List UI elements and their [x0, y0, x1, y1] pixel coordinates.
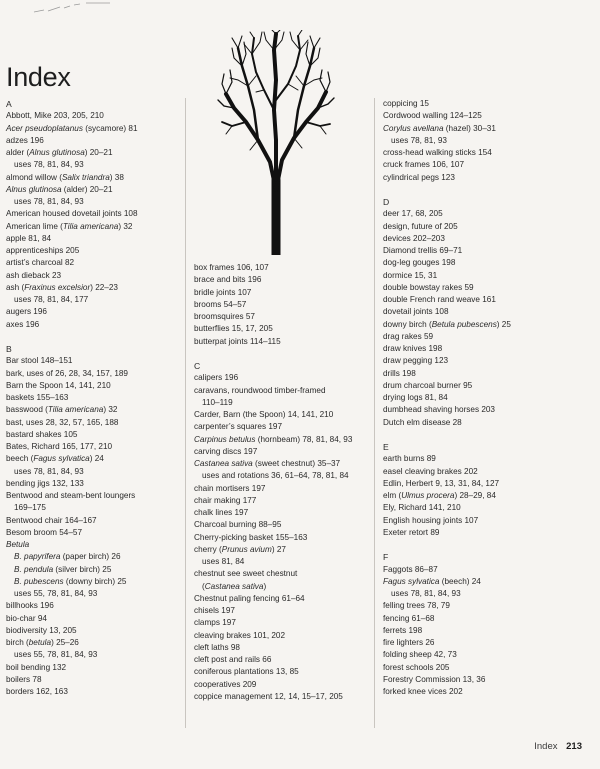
- index-entry: [383, 221, 511, 233]
- index-entry: [383, 662, 511, 674]
- entry-text: dog-leg gouges 198: [383, 258, 456, 268]
- entry-term-italic: Betula: [6, 540, 30, 549]
- entry-text: cross-head walking sticks 154: [383, 148, 492, 157]
- entry-text: 169–175: [14, 503, 46, 513]
- entry-text: American lime (: [6, 221, 63, 231]
- index-entry: [383, 625, 511, 637]
- entry-text: (sweet chestnut) 35–37: [252, 459, 341, 468]
- entry-text: uses 78, 81, 93: [391, 135, 447, 145]
- entry-term-italic: Betula pubescens: [431, 319, 497, 329]
- entry-text: Carder, Barn (the Spoon) 14, 141, 210: [194, 410, 334, 419]
- index-entry: [194, 299, 352, 311]
- index-entry: [6, 637, 138, 649]
- entry-text: drag rakes 59: [383, 331, 434, 341]
- index-entry: [383, 466, 511, 478]
- entry-text: ) 32: [118, 221, 133, 231]
- entry-text: Ely, Richard 141, 210: [383, 503, 461, 513]
- entry-term-italic: Fagus sylvatica: [383, 576, 440, 586]
- entry-term-italic: Salix triandra: [61, 172, 110, 182]
- pencil-scribble-mark: [30, 0, 120, 16]
- entry-text: ) 25–26: [51, 638, 79, 647]
- entry-text: chalk lines 197: [194, 508, 249, 517]
- index-entry: [6, 429, 138, 441]
- index-entry: [383, 123, 511, 135]
- entry-text: double bowstay rakes 59: [383, 282, 474, 292]
- index-entry: [194, 311, 352, 323]
- index-entry: [6, 208, 138, 220]
- entry-text: ) 20–21: [84, 148, 113, 157]
- entry-text: boilers 78: [6, 674, 42, 684]
- entry-text: forked knee vices 202: [383, 687, 463, 696]
- index-subentry: [6, 564, 138, 576]
- entry-text: apprenticeships 205: [6, 246, 80, 255]
- entry-text: uses 78, 81, 84, 93: [14, 160, 84, 170]
- entry-term-italic: Fraxinus excelsior: [24, 282, 91, 292]
- index-subentry: [6, 294, 138, 306]
- entry-text: carpenter’s squares 197: [194, 422, 282, 432]
- entry-text: butterpat joints 114–115: [194, 336, 281, 346]
- index-entry: [6, 355, 138, 367]
- entry-text: double French rand weave 161: [383, 295, 496, 304]
- entry-text: (hornbeam) 78, 81, 84, 93: [255, 434, 353, 444]
- index-entry: [383, 380, 511, 392]
- page-number: 213: [566, 741, 582, 752]
- index-entry: [6, 674, 138, 686]
- index-entry: [383, 417, 511, 429]
- entry-text: uses 55, 78, 81, 84, 93: [14, 650, 98, 660]
- index-entry: [194, 691, 352, 703]
- entry-text: broomsquires 57: [194, 312, 255, 321]
- entry-text: Exeter retort 89: [383, 527, 440, 537]
- index-entry: [194, 421, 352, 433]
- entry-text: bast, uses 28, 32, 57, 165, 188: [6, 417, 119, 427]
- entry-text: Besom broom 54–57: [6, 527, 83, 537]
- entry-text: biodiversity 13, 205: [6, 625, 77, 635]
- entry-term-italic: Alnus glutinosa: [29, 148, 85, 157]
- entry-term-italic: Ulmus procera: [401, 491, 455, 500]
- index-entry: [383, 306, 511, 318]
- entry-text: Bentwood and steam-bent loungers: [6, 491, 136, 500]
- entry-text: basswood (: [6, 405, 48, 415]
- running-footer-label: Index: [534, 741, 558, 752]
- entry-text: (sycamore) 81: [82, 123, 138, 133]
- entry-text: (: [202, 581, 205, 591]
- index-entry: [6, 245, 138, 257]
- index-subentry: [6, 502, 138, 514]
- index-entry: [6, 539, 138, 551]
- entry-text: devices 202–203: [383, 233, 445, 243]
- entry-text: elm (: [383, 491, 402, 500]
- entry-term-italic: Tilia americana: [47, 405, 104, 415]
- index-entry: [194, 409, 352, 421]
- entry-text: Faggots 86–87: [383, 564, 438, 574]
- entry-text: forest schools 205: [383, 662, 450, 672]
- index-entry: [194, 630, 352, 642]
- index-subentry: [6, 196, 138, 208]
- index-entry: [6, 135, 138, 147]
- entry-text: ) 25: [496, 319, 511, 329]
- index-entry: [383, 233, 511, 245]
- index-entry: [6, 368, 138, 380]
- index-column-1: [6, 98, 138, 698]
- index-entry: [383, 343, 511, 355]
- index-entry: [194, 679, 352, 691]
- entry-term-italic: betula: [28, 638, 52, 647]
- index-entry: [194, 605, 352, 617]
- index-entry: [6, 625, 138, 637]
- index-entry: [194, 336, 352, 348]
- entry-term-italic: Carpinus betulus: [194, 434, 256, 444]
- entry-text: uses 78, 81, 84, 93: [14, 466, 84, 476]
- letter-heading: B: [6, 344, 12, 354]
- entry-text: cylindrical pegs 123: [383, 172, 455, 182]
- index-subentry: [6, 576, 138, 588]
- index-subentry: [6, 466, 138, 478]
- index-entry: [6, 147, 138, 159]
- index-column-2: [194, 262, 352, 703]
- entry-text: Forestry Commission 13, 36: [383, 674, 486, 684]
- entry-text: ) 28–29, 84: [454, 491, 496, 500]
- entry-text: adzes 196: [6, 135, 44, 145]
- index-entry: [383, 98, 511, 110]
- entry-text: Barn the Spoon 14, 141, 210: [6, 380, 111, 390]
- index-entry: [6, 319, 138, 331]
- index-subentry: [194, 470, 352, 482]
- index-entry: [383, 600, 511, 612]
- index-entry: [383, 649, 511, 661]
- entry-term-italic: Alnus glutinosa: [6, 184, 62, 194]
- index-entry: [194, 532, 352, 544]
- entry-text: uses 55, 78, 81, 84, 93: [14, 589, 98, 598]
- index-entry: [383, 355, 511, 367]
- entry-text: design, future of 205: [383, 221, 458, 231]
- entry-text: cleft laths 98: [194, 642, 240, 652]
- index-entry: [383, 564, 511, 576]
- index-entry: [383, 674, 511, 686]
- index-entry: [383, 159, 511, 171]
- entry-text: (hazel) 30–31: [443, 123, 496, 133]
- entry-text: Dutch elm disease 28: [383, 417, 462, 427]
- entry-text: dovetail joints 108: [383, 307, 449, 317]
- index-entry: [194, 495, 352, 507]
- entry-text: ferrets 198: [383, 625, 423, 635]
- entry-text: 110–119: [202, 397, 233, 407]
- entry-text: English housing joints 107: [383, 515, 479, 525]
- entry-text: birch (: [6, 638, 29, 647]
- index-subentry: [6, 588, 138, 600]
- entry-text: calipers 196: [194, 373, 239, 383]
- entry-term-italic: Castanea sativa: [204, 581, 264, 591]
- entry-text: augers 196: [6, 307, 47, 317]
- index-entry: [6, 172, 138, 184]
- index-entry: [383, 686, 511, 698]
- index-entry: [194, 642, 352, 654]
- index-entry: [6, 233, 138, 245]
- entry-text: uses 78, 81, 84, 93: [14, 197, 84, 206]
- entry-text: downy birch (: [383, 319, 432, 329]
- entry-text: ): [263, 581, 267, 591]
- index-entry: [6, 184, 138, 196]
- entry-text: uses 78, 81, 84, 93: [391, 589, 461, 598]
- index-entry: [383, 490, 511, 502]
- entry-term-italic: Acer pseudoplatanus: [6, 123, 83, 133]
- entry-text: drum charcoal burner 95: [383, 380, 473, 390]
- entry-text: draw pegging 123: [383, 356, 449, 366]
- index-entry: [6, 613, 138, 625]
- entry-text: cleft post and rails 66: [194, 655, 272, 664]
- letter-heading: D: [383, 197, 390, 207]
- entry-text: ash dieback 23: [6, 270, 62, 280]
- index-subentry: [6, 551, 138, 563]
- entry-text: bark, uses of 26, 28, 34, 157, 189: [6, 368, 128, 378]
- index-entry: [194, 617, 352, 629]
- index-entry: [6, 490, 138, 502]
- entry-text: artist’s charcoal 82: [6, 258, 75, 268]
- entry-text: Chestnut paling fencing 61–64: [194, 593, 305, 603]
- entry-text: Bar stool 148–151: [6, 356, 73, 366]
- entry-term-italic: Castanea sativa: [194, 459, 253, 468]
- entry-term-italic: Tilia americana: [62, 221, 119, 231]
- index-entry: [6, 527, 138, 539]
- entry-text: alder (: [6, 148, 30, 157]
- tree-illustration: [216, 30, 336, 255]
- entry-text: ash (: [6, 282, 25, 292]
- entry-text: chisels 197: [194, 606, 235, 615]
- index-entry: [194, 666, 352, 678]
- index-entry: [6, 686, 138, 698]
- index-entry: [383, 147, 511, 159]
- index-entry: [383, 257, 511, 269]
- index-subentry: [194, 581, 352, 593]
- entry-text: felling trees 78, 79: [383, 601, 450, 611]
- entry-text: ) 32: [103, 405, 118, 415]
- index-entry: [6, 478, 138, 490]
- entry-text: ) 24: [89, 454, 104, 464]
- entry-text: bio-char 94: [6, 613, 47, 623]
- index-entry: [6, 380, 138, 392]
- entry-text: chain mortisers 197: [194, 483, 266, 493]
- index-entry: [383, 478, 511, 490]
- entry-term-italic: Corylus avellana: [383, 123, 444, 133]
- index-entry: [194, 544, 352, 556]
- entry-text: ) 27: [271, 544, 286, 554]
- index-entry: [194, 385, 352, 397]
- entry-text: (silver birch) 25: [53, 564, 112, 574]
- index-entry: [194, 323, 352, 335]
- index-entry: [194, 434, 352, 446]
- entry-text: cooperatives 209: [194, 679, 257, 689]
- section-spacer: [383, 429, 511, 441]
- index-entry: [194, 654, 352, 666]
- index-entry: [383, 294, 511, 306]
- entry-text: draw knives 198: [383, 344, 443, 353]
- entry-text: (alder) 20–21: [61, 184, 113, 194]
- index-column-3: [383, 98, 511, 698]
- entry-term-italic: B. pubescens: [14, 576, 64, 586]
- section-spacer: [194, 348, 352, 360]
- index-entry: [383, 270, 511, 282]
- entry-text: American housed dovetail joints 108: [6, 209, 138, 219]
- entry-text: borders 162, 163: [6, 687, 68, 696]
- entry-text: drying logs 81, 84: [383, 393, 448, 402]
- entry-text: (downy birch) 25: [63, 576, 127, 586]
- entry-text: cherry (: [194, 544, 222, 554]
- entry-text: fencing 61–68: [383, 613, 435, 623]
- entry-text: apple 81, 84: [6, 233, 52, 243]
- entry-text: brooms 54–57: [194, 299, 247, 309]
- entry-text: dumbhead shaving horses 203: [383, 405, 495, 415]
- index-entry: [6, 453, 138, 465]
- entry-text: Cordwood walling 124–125: [383, 111, 482, 121]
- entry-term-italic: Fagus sylvatica: [33, 454, 90, 464]
- index-entry: [383, 453, 511, 465]
- index-entry: [194, 507, 352, 519]
- entry-text: earth burns 89: [383, 454, 436, 464]
- entry-text: brace and bits 196: [194, 275, 262, 285]
- index-entry: [383, 576, 511, 588]
- index-entry: [383, 392, 511, 404]
- index-entry: [194, 483, 352, 495]
- entry-text: (paper birch) 26: [60, 552, 121, 562]
- index-entry: [194, 287, 352, 299]
- index-entry: [383, 637, 511, 649]
- entry-text: chair making 177: [194, 495, 257, 505]
- entry-term-italic: B. pendula: [14, 564, 54, 574]
- entry-text: Bentwood chair 164–167: [6, 515, 97, 525]
- section-spacer: [383, 184, 511, 196]
- letter-heading: E: [383, 442, 389, 452]
- index-entry: [6, 221, 138, 233]
- entry-text: (beech) 24: [439, 576, 481, 586]
- entry-text: fire lighters 26: [383, 638, 435, 647]
- entry-term-italic: B. papyrifera: [14, 552, 61, 562]
- index-subentry: [194, 397, 352, 409]
- entry-text: Abbott, Mike 203, 205, 210: [6, 111, 104, 121]
- entry-text: ) 38: [109, 172, 124, 182]
- index-entry: [383, 110, 511, 122]
- entry-text: uses 81, 84: [202, 557, 245, 566]
- entry-text: chestnut see sweet chestnut: [194, 569, 298, 579]
- column-divider: [374, 98, 375, 728]
- index-entry: [194, 262, 352, 274]
- index-subentry: [383, 135, 511, 147]
- entry-text: deer 17, 68, 205: [383, 209, 443, 219]
- column-divider: [185, 98, 186, 728]
- index-entry: [383, 282, 511, 294]
- entry-text: caravans, roundwood timber-framed: [194, 385, 326, 395]
- index-subentry: [6, 649, 138, 661]
- section-spacer: [6, 331, 138, 343]
- index-entry: [194, 274, 352, 286]
- entry-text: Bates, Richard 165, 177, 210: [6, 442, 113, 451]
- entry-text: billhooks 196: [6, 601, 54, 611]
- entry-text: coppicing 15: [383, 99, 429, 108]
- index-entry: [6, 662, 138, 674]
- entry-text: Diamond trellis 69–71: [383, 246, 463, 255]
- index-entry: [6, 417, 138, 429]
- index-entry: [194, 372, 352, 384]
- entry-text: cruck frames 106, 107: [383, 160, 465, 170]
- entry-text: dormice 15, 31: [383, 270, 438, 280]
- index-entry: [194, 593, 352, 605]
- index-entry: [383, 331, 511, 343]
- index-entry: [194, 568, 352, 580]
- index-entry: [194, 446, 352, 458]
- entry-text: box frames 106, 107: [194, 263, 269, 272]
- index-entry: [6, 404, 138, 416]
- entry-text: uses and rotations 36, 61–64, 78, 81, 84: [202, 471, 349, 481]
- index-entry: [383, 368, 511, 380]
- letter-heading: A: [6, 99, 12, 109]
- index-entry: [383, 319, 511, 331]
- index-entry: [194, 458, 352, 470]
- entry-text: butterflies 15, 17, 205: [194, 324, 273, 334]
- index-entry: [6, 270, 138, 282]
- index-entry: [383, 515, 511, 527]
- index-entry: [6, 600, 138, 612]
- index-subentry: [383, 588, 511, 600]
- index-entry: [6, 257, 138, 269]
- index-entry: [6, 282, 138, 294]
- entry-text: cleaving brakes 101, 202: [194, 630, 286, 640]
- index-entry: [6, 515, 138, 527]
- entry-text: beech (: [6, 454, 34, 464]
- index-entry: [6, 110, 138, 122]
- entry-text: Edlin, Herbert 9, 13, 31, 84, 127: [383, 478, 500, 488]
- entry-text: coniferous plantations 13, 85: [194, 667, 299, 677]
- entry-text: bending jigs 132, 133: [6, 478, 84, 488]
- entry-text: Cherry-picking basket 155–163: [194, 532, 308, 542]
- index-entry: [194, 519, 352, 531]
- entry-text: bastard shakes 105: [6, 429, 78, 439]
- index-entry: [383, 208, 511, 220]
- entry-text: almond willow (: [6, 172, 62, 182]
- entry-text: drills 198: [383, 368, 416, 378]
- letter-heading: C: [194, 361, 201, 371]
- index-entry: [6, 392, 138, 404]
- entry-text: bridle joints 107: [194, 287, 252, 297]
- entry-term-italic: Prunus avium: [221, 544, 272, 554]
- index-entry: [383, 613, 511, 625]
- index-subentry: [6, 159, 138, 171]
- page-footer: [534, 741, 582, 752]
- index-entry: [6, 123, 138, 135]
- entry-text: clamps 197: [194, 618, 236, 628]
- entry-text: axes 196: [6, 319, 40, 329]
- entry-text: coppice management 12, 14, 15–17, 205: [194, 691, 343, 701]
- index-entry: [383, 172, 511, 184]
- entry-text: ) 22–23: [90, 282, 118, 292]
- index-entry: [383, 245, 511, 257]
- entry-text: baskets 155–163: [6, 393, 69, 402]
- letter-heading: F: [383, 552, 389, 563]
- index-subentry: [194, 556, 352, 568]
- entry-text: Charcoal burning 88–95: [194, 520, 282, 530]
- entry-text: folding sheep 42, 73: [383, 650, 457, 660]
- index-entry: [383, 502, 511, 514]
- section-spacer: [383, 539, 511, 551]
- page-title: Index: [6, 62, 71, 93]
- index-entry: [383, 527, 511, 539]
- entry-text: carving discs 197: [194, 446, 258, 456]
- entry-text: uses 78, 81, 84, 177: [14, 295, 89, 304]
- index-entry: [383, 404, 511, 416]
- index-entry: [6, 441, 138, 453]
- entry-text: boil bending 132: [6, 662, 67, 672]
- entry-text: easel cleaving brakes 202: [383, 466, 478, 476]
- index-entry: [6, 306, 138, 318]
